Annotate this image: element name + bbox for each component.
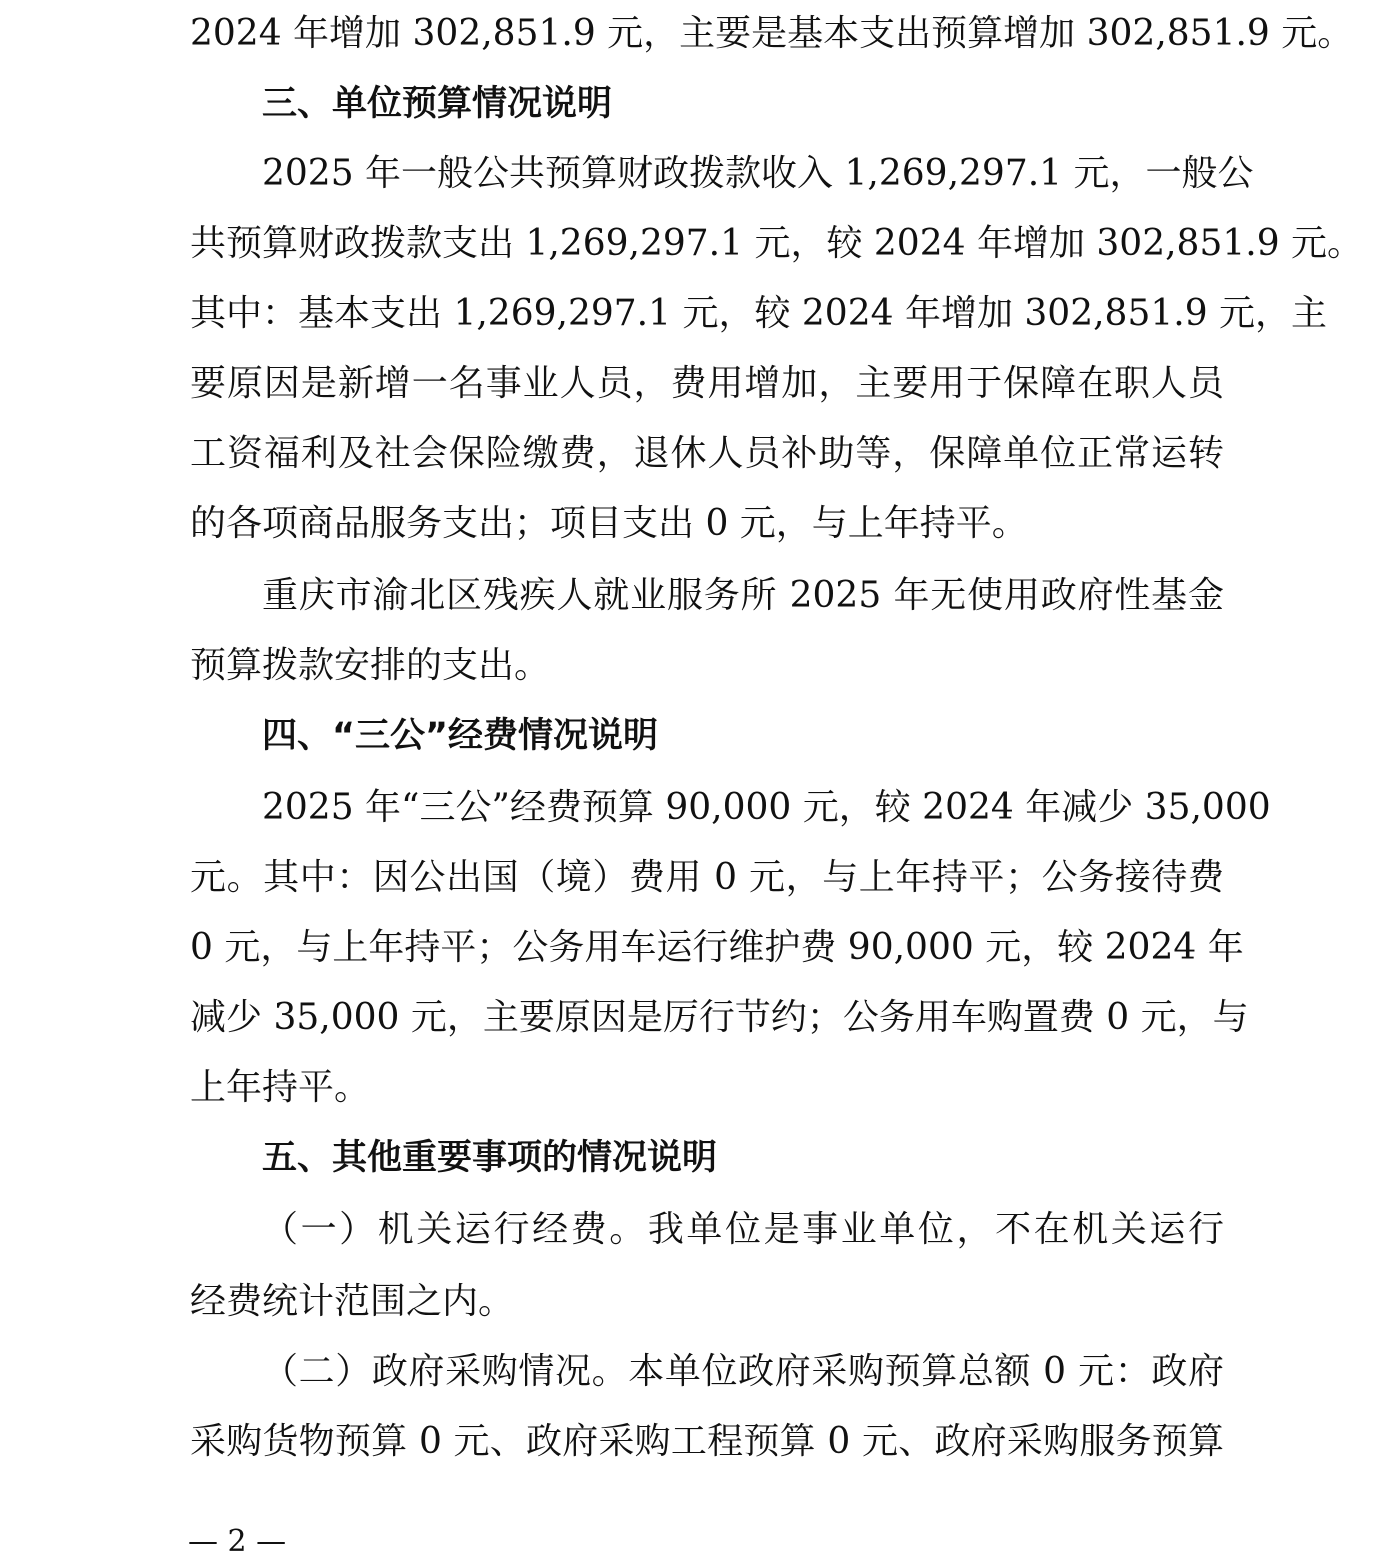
section-heading-4: 四、“三公”经费情况说明 (262, 716, 659, 756)
paragraph-line: 预算拨款安排的支出。 (190, 645, 551, 686)
paragraph-line: （二）政府采购情况。本单位政府采购预算总额 0 元：政府 (262, 1351, 1224, 1392)
paragraph-line: 2025 年一般公共预算财政拨款收入 1,269,297.1 元，一般公 (262, 153, 1254, 194)
section-heading-3: 三、单位预算情况说明 (262, 84, 613, 124)
paragraph-line: 2024 年增加 302,851.9 元，主要是基本支出预算增加 302,851.9 元。 (190, 13, 1354, 54)
paragraph-line: 0 元，与上年持平；公务用车运行维护费 90,000 元，较 2024 年 (190, 927, 1244, 968)
paragraph-line: 的各项商品服务支出；项目支出 0 元，与上年持平。 (190, 503, 1028, 544)
paragraph-line: 重庆市渝北区残疾人就业服务所 2025 年无使用政府性基金 (262, 575, 1224, 616)
paragraph-line: （一）机关运行经费。我单位是事业单位，不在机关运行 (262, 1209, 1224, 1250)
paragraph-line: 经费统计范围之内。 (190, 1281, 515, 1322)
paragraph-line: 采购货物预算 0 元、政府采购工程预算 0 元、政府采购服务预算 (190, 1421, 1224, 1462)
paragraph-line: 元。其中：因公出国（境）费用 0 元，与上年持平；公务接待费 (190, 857, 1224, 898)
section-heading-5: 五、其他重要事项的情况说明 (262, 1138, 718, 1178)
page-number: — 2 — (188, 1524, 287, 1559)
paragraph-line: 其中：基本支出 1,269,297.1 元，较 2024 年增加 302,851.9 元，主 (190, 293, 1328, 334)
paragraph-line: 上年持平。 (190, 1067, 371, 1108)
paragraph-line: 工资福利及社会保险缴费，退休人员补助等，保障单位正常运转 (190, 433, 1224, 474)
paragraph-line: 共预算财政拨款支出 1,269,297.1 元，较 2024 年增加 302,851.9 元。 (190, 223, 1364, 264)
paragraph-line: 要原因是新增一名事业人员，费用增加，主要用于保障在职人员 (190, 363, 1224, 404)
paragraph-line: 减少 35,000 元，主要原因是厉行节约；公务用车购置费 0 元，与 (190, 997, 1249, 1038)
paragraph-line: 2025 年“三公”经费预算 90,000 元，较 2024 年减少 35,000 (262, 787, 1271, 828)
